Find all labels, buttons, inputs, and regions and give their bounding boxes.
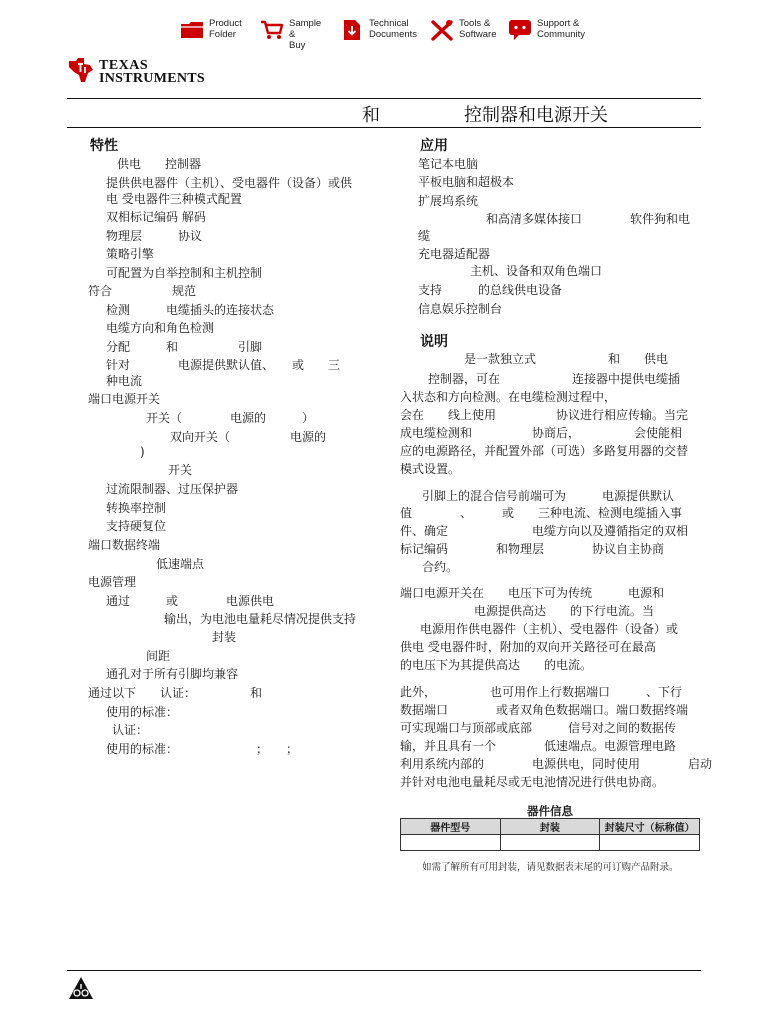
tools-icon — [430, 19, 454, 41]
feature-line: 输出，为电池电量耗尽情况提供支持 — [164, 612, 357, 626]
description-line: 并针对电池电量耗尽或无电池情况进行供电协商。 — [400, 775, 665, 789]
application-line: 和高清多媒体接口 软件狗和电 — [486, 212, 691, 226]
table-cell — [600, 835, 700, 851]
feature-line: 开关 — [168, 463, 193, 477]
feature-line: 封装 — [212, 630, 237, 644]
footer-rule — [67, 970, 701, 971]
feature-line: 可配置为自举控制和主机控制 — [106, 266, 263, 280]
folder-icon — [180, 19, 204, 41]
application-line: 充电器适配器 — [418, 247, 491, 261]
description-line: 入状态和方向检测。在电缆检测过程中， — [400, 390, 617, 404]
feature-line: 低速端点 — [156, 557, 205, 571]
description-line: 可实现端口与顶部或底部 信号对之间的数据传 — [400, 721, 677, 735]
table-cell — [500, 835, 600, 851]
document-title-part-1: 和 — [362, 105, 380, 126]
feature-line: 通过 或 电源供电 — [106, 594, 275, 608]
table-header-cell: 器件型号 — [401, 819, 501, 835]
description-line: 会在 线上使用 协议进行相应传输。当完 — [400, 408, 689, 422]
application-line: 主机、设备和双角色端口 — [470, 264, 603, 278]
application-line: 支持 的总线供电设备 — [418, 283, 563, 297]
feature-line: 端口数据终端 — [88, 538, 161, 552]
description-line: 应的电源路径，并配置外部（可选）多路复用器的交替 — [400, 444, 689, 458]
table-row — [401, 835, 700, 851]
description-line: 端口电源开关在 电压下可为传统 电源和 — [400, 586, 665, 600]
feature-line: 间距 — [146, 649, 171, 663]
feature-line: 双向开关（ 电源的 — [170, 430, 327, 444]
feature-line: 检测 电缆插头的连接状态 — [106, 303, 275, 317]
ti-logo-icon — [66, 55, 96, 85]
feature-line: 端口电源开关 — [88, 392, 161, 406]
support-community-label: Support & Community — [537, 18, 586, 40]
feature-line: 转换率控制 — [106, 501, 167, 515]
device-info-caption: 器件信息 — [527, 804, 573, 818]
description-line: 标记编码 和物理层 协议自主协商 — [400, 542, 665, 556]
description-line: 输，并且具有一个 低速端点。电源管理电路 — [400, 739, 677, 753]
feature-line: 双相标记编码 解码 — [106, 210, 206, 224]
table-cell — [401, 835, 501, 851]
product-folder-label: Product Folder — [209, 18, 242, 40]
cart-icon — [260, 19, 284, 41]
description-line: 数据端口 或者双角色数据端口。端口数据终端 — [400, 703, 689, 717]
description-line: 件、确定 电缆方向以及遵循指定的双相 — [400, 524, 689, 538]
ti-logo — [66, 55, 206, 89]
ti-logo-text-2: INSTRUMENTS — [99, 71, 205, 86]
table-header-cell: 封装尺寸（标称值） — [600, 819, 700, 835]
document-title-part-2: 控制器和电源开关 — [464, 105, 608, 126]
application-line: 缆 — [418, 229, 431, 243]
features-heading: 特性 — [90, 138, 118, 154]
feature-line: 通孔对于所有引脚均兼容 — [106, 667, 239, 681]
description-line: 的电压下为其提供高达 的电流。 — [400, 658, 593, 672]
title-rule — [67, 127, 701, 128]
description-line: 模式设置。 — [400, 462, 461, 476]
feature-line: 开关（ 电源的 ） — [146, 411, 315, 425]
description-line: 控制器，可在 连接器中提供电缆插 — [428, 372, 681, 386]
application-line: 平板电脑和超极本 — [418, 175, 515, 189]
feature-line: 针对 电源提供默认值、 或 三 — [106, 358, 341, 372]
description-line: 成电缆检测和 协商后， 会使能相 — [400, 426, 683, 440]
tools-software-label: Tools & Software — [459, 18, 497, 40]
feature-line: 物理层 协议 — [106, 229, 203, 243]
feature-line: 认证： — [112, 723, 149, 737]
technical-documents-label: Technical Documents — [369, 18, 418, 40]
table-header-row — [401, 819, 700, 835]
chat-icon — [508, 19, 532, 41]
device-info-table — [400, 818, 700, 851]
description-line: 值 、 或 三种电流、检测电缆插入事 — [400, 506, 683, 520]
description-line: 合约。 — [422, 560, 459, 574]
feature-line: ) — [140, 445, 145, 459]
ti-logo-text-1: TEXAS — [99, 58, 149, 73]
feature-line: 符合 规范 — [88, 284, 197, 298]
description-line: 是一款独立式 和 供电 — [464, 352, 669, 366]
feature-line: 电 受电器件三种模式配置 — [106, 192, 242, 206]
warning-triangle-icon — [68, 976, 94, 1000]
feature-line: 提供供电器件（主机）、受电器件（设备）或供 — [106, 176, 353, 190]
description-line: 电源提供高达 的下行电流。当 — [474, 604, 655, 618]
device-info-note: 如需了解所有可用封装，请见数据表末尾的可订购产品附录。 — [422, 862, 679, 873]
feature-line: 使用的标准： — [106, 705, 179, 719]
feature-line: 电缆方向和角色检测 — [106, 321, 215, 335]
application-line: 信息娱乐控制台 — [418, 302, 503, 316]
table-header-cell: 封装 — [500, 819, 600, 835]
feature-line: 供电 控制器 — [117, 157, 202, 171]
application-line: 扩展坞系统 — [418, 194, 479, 208]
description-line: 电源用作供电器件（主机）、受电器件（设备）或 — [420, 622, 679, 636]
quick-links-bar — [180, 16, 600, 51]
description-line: 利用系统内部的 电源供电，同时使用 启动 — [400, 757, 713, 771]
sample-buy-label: Sample & Buy — [289, 18, 322, 51]
feature-line: 电源管理 — [88, 575, 137, 589]
feature-line: 分配 和 引脚 — [106, 340, 263, 354]
document-icon — [340, 19, 364, 41]
feature-line: 策略引擎 — [106, 247, 155, 261]
feature-line: 使用的标准： ； ； — [106, 742, 299, 756]
feature-line: 过流限制器、过压保护器 — [106, 482, 239, 496]
description-line: 此外， 也可用作上行数据端口 、下行 — [400, 685, 683, 699]
description-heading: 说明 — [420, 334, 448, 350]
feature-line: 通过以下 认证： 和 — [88, 686, 263, 700]
header-rule — [67, 98, 701, 99]
feature-line: 支持硬复位 — [106, 519, 167, 533]
application-line: 笔记本电脑 — [418, 157, 479, 171]
feature-line: 种电流 — [106, 374, 143, 388]
applications-heading: 应用 — [420, 138, 448, 154]
description-line: 引脚上的混合信号前端可为 电源提供默认 — [422, 489, 675, 503]
description-line: 供电 受电器件时，附加的双向开关路径可在最高 — [400, 640, 656, 654]
